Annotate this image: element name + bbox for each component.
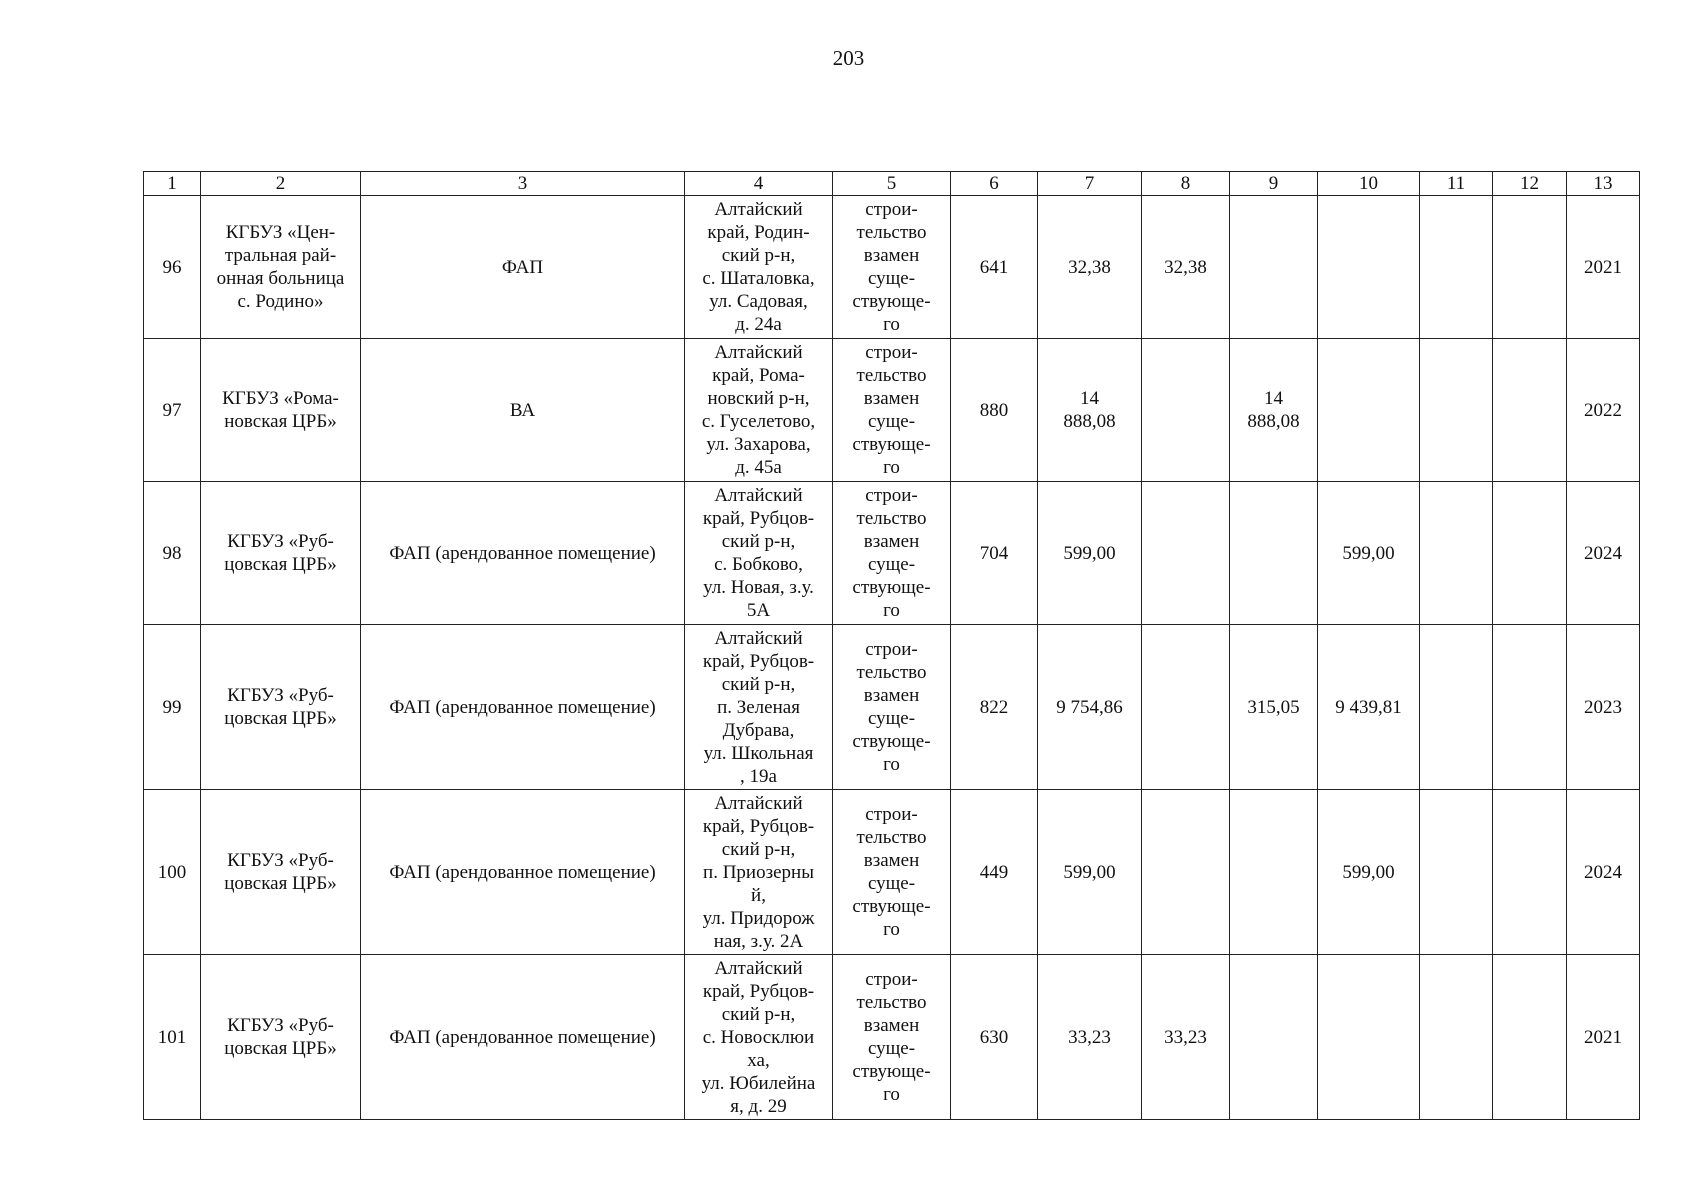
value-cell-12 bbox=[1493, 196, 1567, 339]
year-cell: 2024 bbox=[1567, 482, 1640, 625]
table-row bbox=[144, 955, 1640, 1120]
page-number: 203 bbox=[832, 46, 865, 70]
year-cell: 2024 bbox=[1567, 790, 1640, 955]
value-cell-12 bbox=[1493, 955, 1567, 1120]
row-number-cell: 98 bbox=[144, 482, 201, 625]
value-cell-8 bbox=[1142, 339, 1230, 482]
value-cell-10: 599,00 bbox=[1318, 790, 1420, 955]
organization-cell: КГБУЗ «Руб- цовская ЦРБ» bbox=[201, 625, 361, 790]
column-header: 12 bbox=[1493, 172, 1567, 196]
column-header: 13 bbox=[1567, 172, 1640, 196]
value-cell-11 bbox=[1420, 482, 1493, 625]
value-cell-10: 599,00 bbox=[1318, 482, 1420, 625]
work-type-cell: строи- тельство взамен суще- ствующе- го bbox=[833, 339, 951, 482]
year-cell: 2021 bbox=[1567, 196, 1640, 339]
value-cell-7: 33,23 bbox=[1038, 955, 1142, 1120]
column-header: 7 bbox=[1038, 172, 1142, 196]
column-header: 3 bbox=[361, 172, 685, 196]
column-header: 11 bbox=[1420, 172, 1493, 196]
value-cell-7: 14 888,08 bbox=[1038, 339, 1142, 482]
value-cell-12 bbox=[1493, 790, 1567, 955]
address-cell: Алтайский край, Рубцов- ский р-н, п. Зеленая Дубрава, ул. Школьная , 19а bbox=[685, 625, 833, 790]
work-type-cell: строи- тельство взамен суще- ствующе- го bbox=[833, 625, 951, 790]
table-row bbox=[144, 790, 1640, 955]
object-cell: ВА bbox=[361, 339, 685, 482]
row-number-cell: 99 bbox=[144, 625, 201, 790]
value-cell-6: 822 bbox=[951, 625, 1038, 790]
value-cell-8 bbox=[1142, 790, 1230, 955]
value-cell-12 bbox=[1493, 339, 1567, 482]
object-cell: ФАП (арендованное помещение) bbox=[361, 482, 685, 625]
value-cell-10 bbox=[1318, 955, 1420, 1120]
value-cell-7: 599,00 bbox=[1038, 790, 1142, 955]
value-cell-6: 630 bbox=[951, 955, 1038, 1120]
row-number-cell: 100 bbox=[144, 790, 201, 955]
value-cell-11 bbox=[1420, 196, 1493, 339]
column-header: 4 bbox=[685, 172, 833, 196]
year-cell: 2022 bbox=[1567, 339, 1640, 482]
organization-cell: КГБУЗ «Руб- цовская ЦРБ» bbox=[201, 482, 361, 625]
value-cell-8: 33,23 bbox=[1142, 955, 1230, 1120]
column-header: 8 bbox=[1142, 172, 1230, 196]
value-cell-6: 704 bbox=[951, 482, 1038, 625]
column-header: 10 bbox=[1318, 172, 1420, 196]
address-cell: Алтайский край, Рубцов- ский р-н, с. Новосклюи ха, ул. Юбилейна я, д. 29 bbox=[685, 955, 833, 1120]
column-header: 5 bbox=[833, 172, 951, 196]
object-cell: ФАП (арендованное помещение) bbox=[361, 955, 685, 1120]
organization-cell: КГБУЗ «Руб- цовская ЦРБ» bbox=[201, 790, 361, 955]
table-row bbox=[144, 625, 1640, 790]
address-cell: Алтайский край, Рома- новский р-н, с. Гуселетово, ул. Захарова, д. 45а bbox=[685, 339, 833, 482]
work-type-cell: строи- тельство взамен суще- ствующе- го bbox=[833, 790, 951, 955]
column-header: 1 bbox=[144, 172, 201, 196]
organization-cell: КГБУЗ «Руб- цовская ЦРБ» bbox=[201, 955, 361, 1120]
value-cell-7: 599,00 bbox=[1038, 482, 1142, 625]
value-cell-6: 880 bbox=[951, 339, 1038, 482]
row-number-cell: 101 bbox=[144, 955, 201, 1120]
value-cell-8 bbox=[1142, 482, 1230, 625]
value-cell-9 bbox=[1230, 790, 1318, 955]
value-cell-7: 32,38 bbox=[1038, 196, 1142, 339]
data-table bbox=[143, 171, 1640, 1120]
value-cell-9: 14 888,08 bbox=[1230, 339, 1318, 482]
value-cell-12 bbox=[1493, 625, 1567, 790]
work-type-cell: строи- тельство взамен суще- ствующе- го bbox=[833, 482, 951, 625]
value-cell-10: 9 439,81 bbox=[1318, 625, 1420, 790]
work-type-cell: строи- тельство взамен суще- ствующе- го bbox=[833, 196, 951, 339]
column-header: 2 bbox=[201, 172, 361, 196]
organization-cell: КГБУЗ «Рома- новская ЦРБ» bbox=[201, 339, 361, 482]
row-number-cell: 97 bbox=[144, 339, 201, 482]
value-cell-10 bbox=[1318, 196, 1420, 339]
column-header: 9 bbox=[1230, 172, 1318, 196]
value-cell-11 bbox=[1420, 790, 1493, 955]
object-cell: ФАП (арендованное помещение) bbox=[361, 790, 685, 955]
value-cell-6: 449 bbox=[951, 790, 1038, 955]
organization-cell: КГБУЗ «Цен- тральная рай- онная больница с. Родино» bbox=[201, 196, 361, 339]
table-row bbox=[144, 482, 1640, 625]
value-cell-10 bbox=[1318, 339, 1420, 482]
value-cell-12 bbox=[1493, 482, 1567, 625]
value-cell-9 bbox=[1230, 482, 1318, 625]
value-cell-9: 315,05 bbox=[1230, 625, 1318, 790]
value-cell-8 bbox=[1142, 625, 1230, 790]
row-number-cell: 96 bbox=[144, 196, 201, 339]
table-row bbox=[144, 196, 1640, 339]
table-row bbox=[144, 339, 1640, 482]
value-cell-9 bbox=[1230, 955, 1318, 1120]
value-cell-6: 641 bbox=[951, 196, 1038, 339]
header-row bbox=[144, 172, 1640, 196]
value-cell-8: 32,38 bbox=[1142, 196, 1230, 339]
column-header: 6 bbox=[951, 172, 1038, 196]
value-cell-7: 9 754,86 bbox=[1038, 625, 1142, 790]
value-cell-11 bbox=[1420, 955, 1493, 1120]
value-cell-9 bbox=[1230, 196, 1318, 339]
object-cell: ФАП bbox=[361, 196, 685, 339]
value-cell-11 bbox=[1420, 339, 1493, 482]
address-cell: Алтайский край, Рубцов- ский р-н, с. Бобково, ул. Новая, з.у. 5А bbox=[685, 482, 833, 625]
year-cell: 2023 bbox=[1567, 625, 1640, 790]
address-cell: Алтайский край, Рубцов- ский р-н, п. Приозерны й, ул. Придорож ная, з.у. 2А bbox=[685, 790, 833, 955]
year-cell: 2021 bbox=[1567, 955, 1640, 1120]
address-cell: Алтайский край, Родин- ский р-н, с. Шаталовка, ул. Садовая, д. 24а bbox=[685, 196, 833, 339]
object-cell: ФАП (арендованное помещение) bbox=[361, 625, 685, 790]
value-cell-11 bbox=[1420, 625, 1493, 790]
work-type-cell: строи- тельство взамен суще- ствующе- го bbox=[833, 955, 951, 1120]
